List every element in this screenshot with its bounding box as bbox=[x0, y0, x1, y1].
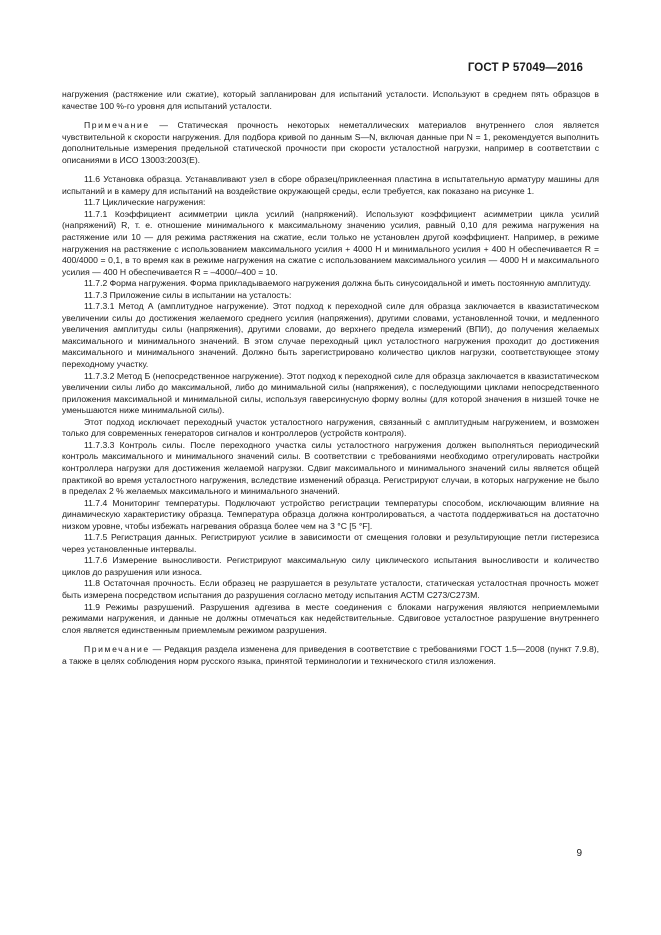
paragraph-11-7-3-2: 11.7.3.2 Метод Б (непосредственное нагружение). Этот подход к переходной силе для образца заключается в квазистатическом увеличении силы либо до максимальной, либо до минимальной силы (напряжения), с последующими циклами непосредственного приложения максимальной и минимальной силы, используя гаверсинусную форму волны (для которой значения в низшей точке не уменьшаются ниже минимальной силы). bbox=[62, 370, 599, 416]
note-label: Примечание bbox=[84, 644, 150, 655]
note-text: — Редакция раздела изменена для приведения в соответствие с требованиями ГОСТ 1.5—2008 (пункт 7.9.8), а также в целях соблюдения норм русского языка, принятой терминологии и технического стиля изложения. bbox=[62, 644, 599, 666]
paragraph-11-7: 11.7 Циклические нагружения: bbox=[84, 197, 206, 208]
paragraph-11-7-3: 11.7.3 Приложение силы в испытании на усталость: bbox=[84, 289, 292, 300]
paragraph-11-7-6: 11.7.6 Измерение выносливости. Регистрируют максимальную силу циклического испытания выносливости и количество циклов до разрушения или износа. bbox=[62, 555, 599, 577]
paragraph-11-7-5: 11.7.5 Регистрация данных. Регистрируют усилие в зависимости от смещения головки и результирующие петли гистерезиса через установленные интервалы. bbox=[62, 532, 599, 554]
page-number: 9 bbox=[576, 848, 582, 859]
paragraph-11-9: 11.9 Режимы разрушений. Разрушения адгезива в месте соединения с блоками нагружения являются неприемлемыми режимами нагружения, и данные не должны отмечаться как недействительные. Сдвиговое усталостное разрушение внутреннего слоя является единственным приемлемым режимом разрушения. bbox=[62, 601, 599, 635]
paragraph-11-7-3-3: 11.7.3.3 Контроль силы. После переходного участка силы усталостного нагружения должен выполняться периодический контроль максимального и минимального значений силы. В соответствии с требованиями необходимо отрегулировать настройки контроллера нагрузки для достижения желаемой нагрузки. Сдвиг максимального и минимального значений силы является общей практикой во время усталостного нагружения, вследствие изменений образца. Регистрируют случаи, в которых нагружение не было в пределах 2 % желаемых максимального и минимального значений. bbox=[62, 439, 599, 497]
paragraph-11-6: 11.6 Установка образца. Устанавливают узел в сборе образец/приклеенная пластина в испытательную арматуру машины для испытаний и в камеру для испытаний на воздействие окружающей среды, если требуется, как показано на рисунке 1. bbox=[62, 174, 599, 196]
paragraph-approach-note: Этот подход исключает переходный участок усталостного нагружения, связанный с амплитудным нагружением, и возможен только для современных генераторов сигналов и контроллеров (устройств контроля). bbox=[62, 416, 599, 439]
paragraph-11-7-1: 11.7.1 Коэффициент асимметрии цикла усилий (напряжений). Используют коэффициент асимметрии цикла усилий (напряжений) R, т. е. отношение минимального к максимальному значению усилия, равный 0,10 для режима нагружения на растяжение или 10 — для режима растяжения на сжатие, если только не установлен другой коэффициент. Например, в режиме нагружения на растяжение с использованием максимального усилия + 4000 Н и минимального усилия + 400 Н обеспечивается R = 400/4000 = 0,1, в то время как в режиме нагружения на сжатие с использованием максимального усилия — 4000 Н и максимального усилия — 400 Н обеспечивается R = –4000/–400 = 10. bbox=[62, 208, 599, 277]
note-text: — Статическая прочность некоторых неметаллических материалов внутреннего слоя является чувствительной к скорости нагружения. Для подбора кривой по данным S—N, включая данные при N = 1, рекомендуется выполнить дополнительные измерения предельной статической прочности при скорости усталостной нагрузки, например в соответствии с описаниями в ИСО 13003:2003(E). bbox=[62, 120, 599, 165]
standard-designation: ГОСТ Р 57049—2016 bbox=[467, 62, 583, 74]
document-body bbox=[62, 89, 599, 667]
note-paragraph-final bbox=[62, 644, 599, 667]
paragraph-11-7-4: 11.7.4 Мониторинг температуры. Подключают устройство регистрации температуры способом, исключающим влияние на динамическую характеристику образца. Температура образца должна контролироваться, а частота поддерживаться на достаточно низком уровне, чтобы избежать нагревания образца более чем на 3 °С [5 °F]. bbox=[62, 497, 599, 531]
note-paragraph bbox=[62, 120, 599, 166]
note-label: Примечание bbox=[84, 120, 150, 131]
paragraph-11-7-2: 11.7.2 Форма нагружения. Форма прикладываемого нагружения должна быть синусоидальной и иметь постоянную амплитуду. bbox=[84, 278, 592, 289]
paragraph-continuation: нагружения (растяжение или сжатие), который запланирован для испытаний усталости. Используют в среднем пять образцов в качестве 100 %-го уровня для испытаний усталости. bbox=[62, 89, 599, 111]
paragraph-11-8: 11.8 Остаточная прочность. Если образец не разрушается в результате усталости, статическая усталостная прочность может быть измерена посредством испытания до разрушения согласно методу испытания АСТМ С273/С273М. bbox=[62, 578, 599, 600]
paragraph-11-7-3-1: 11.7.3.1 Метод А (амплитудное нагружение). Этот подход к переходной силе для образца заключается в квазистатическом увеличении силы до достижения желаемого среднего усилия (напряжения), другими словами, установленной точки, и медленного увеличения амплитуды силы (напряжения), другими словами, до верхнего предела измерений (ВПИ), до получения желаемых максимального и минимального значений. В этом случае переходный цикл усталостного нагружения проходит до достижения максимального и минимального значений. Должно быть зарегистрировано количество циклов нагрузки, соответствующее этому переходному участку. bbox=[62, 301, 599, 370]
